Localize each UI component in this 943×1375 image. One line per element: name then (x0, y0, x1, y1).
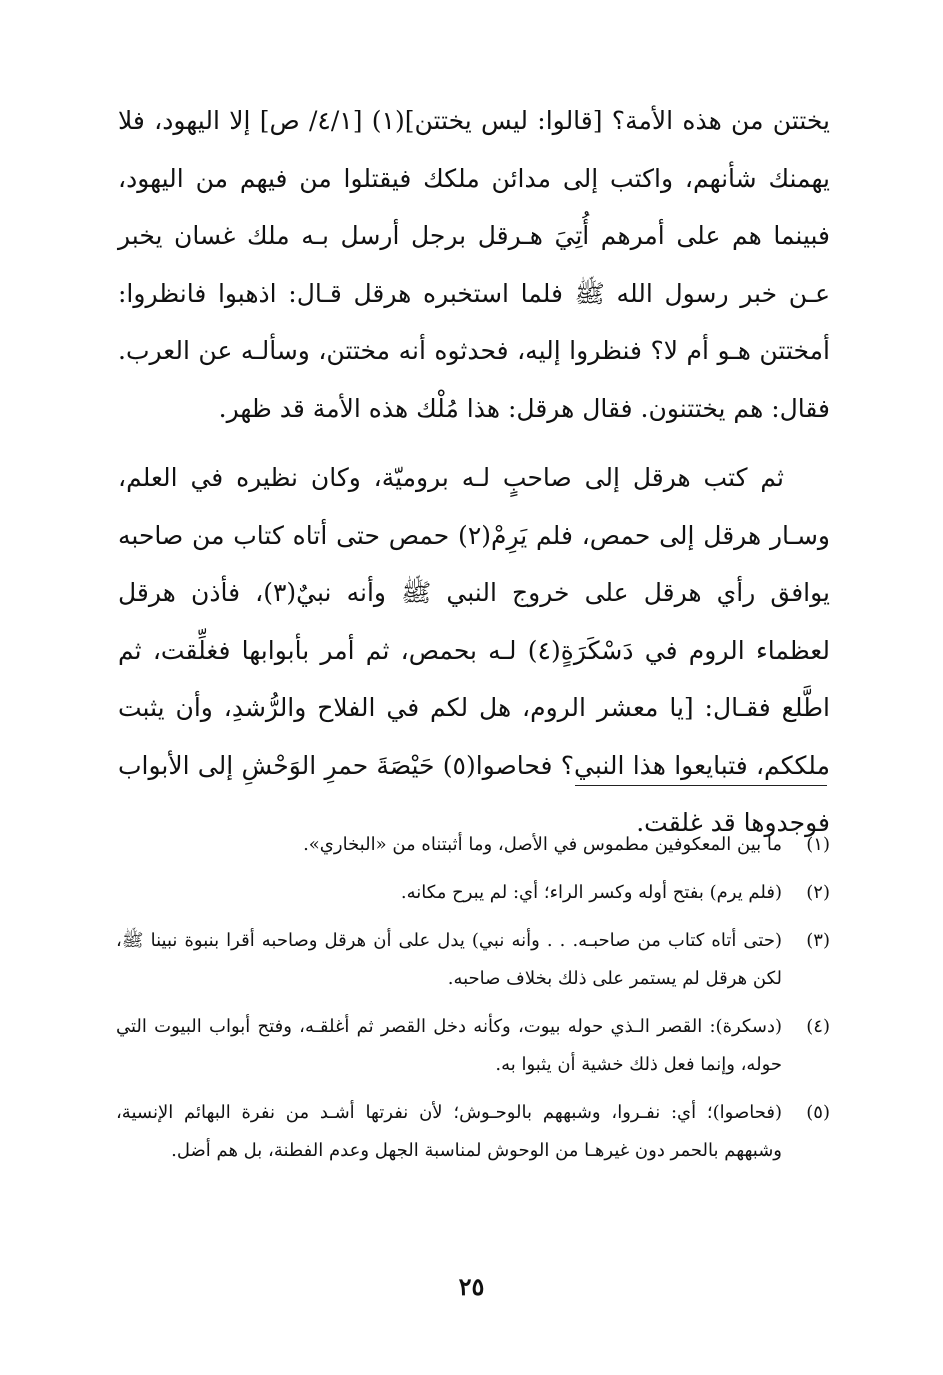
footnote-text: ما بين المعكوفين مطموس في الأصل، وما أثبتناه من «البخاري». (303, 834, 782, 855)
footnote-number: (٣) (806, 930, 830, 951)
footnote-item (116, 922, 830, 998)
paragraph: ثم كتب هرقل إلى صاحبٍ لـه بروميّة، وكان نظيره في العلم، وسـار هرقل إلى حمص، فلم يَرِمْ(٢) حمص حتى أتاه كتاب من صاحبه يوافق رأي هرقل على خروج النبي ﷺ وأنه نبيٌ(٣)، فأذن هرقل لعظماء الروم في دَسْكَرَةٍ(٤) لـه بحمص، ثم أمر بأبوابها فغلِّقت، ثم اطَّلع فقـال: [يا معشر الروم، هل لكم في الفلاح والرُّشدِ، وأن يثبت ملككم، فتبايعوا هذا النبي؟ فحاصوا(٥) حَيْصَةَ حمرِ الوَحْشِ إلى الأبواب فوجدوها قد غلقت. (118, 463, 830, 837)
paragraph: يختتن من هذه الأمة؟ [قالوا: ليس يختتن](١) [٤/١/ ص] إلا اليهود، فلا يهمنك شأنهم، واكتب إلى مدائن ملكك فيقتلوا من فيهم من اليهود، فبينما هم على أمرهم أُتِيَ هـرقل برجل أرسل بـه ملك غسان يخبر عـن خبر رسول الله ﷺ فلما استخبره هرقل قـال: اذهبوا فانظروا: أمختتن هـو أم لا؟ فنظروا إليه، فحدثوه أنه مختتن، وسألـه عن العرب. فقال: هم يختتنون. فقال هرقل: هذا مُلْك هذه الأمة قد ظهر. (118, 106, 830, 423)
footnote-item (116, 826, 830, 864)
footnote-item (116, 1008, 830, 1084)
footnote-separator (575, 785, 827, 786)
footnote-text: (حتى أتاه كتاب من صاحبـه. . . وأنه نبي) يدل على أن هرقل وصاحبه أقرا بنبوة نبينا ﷺ، لكن هرقل لم يستمر على ذلك بخلاف صاحبه. (116, 930, 782, 989)
footnote-number: (٤) (806, 1016, 830, 1037)
footnote-number: (١) (806, 834, 830, 855)
footnote-number: (٢) (806, 882, 830, 903)
footnote-item (116, 874, 830, 912)
footnote-text: (دسكرة): القصر الـذي حوله بيوت، وكأنه دخل القصر ثم أغلقـه، وفتح أبواب البيوت التي حوله، وإنما فعل ذلك خشية أن يثبوا به. (116, 1016, 782, 1075)
footnotes (116, 826, 830, 1180)
footnote-text: (فحاصوا)؛ أي: نفـروا، وشبههم بالوحـوش؛ لأن نفرتها أشـد من نفرة البهائم الإنسية، وشبههم بالحمر دون غيرهـا من الوحوش لمناسبة الجهل وعدم الفطنة، بل هم أضل. (116, 1102, 782, 1161)
main-text (118, 92, 830, 852)
footnote-text: (فلم يرم) بفتح أوله وكسر الراء؛ أي: لم يبرح مكانه. (400, 882, 782, 903)
footnote-number: (٥) (806, 1102, 830, 1123)
footnote-item (116, 1094, 830, 1170)
page-number: ٢٥ (458, 1272, 485, 1301)
